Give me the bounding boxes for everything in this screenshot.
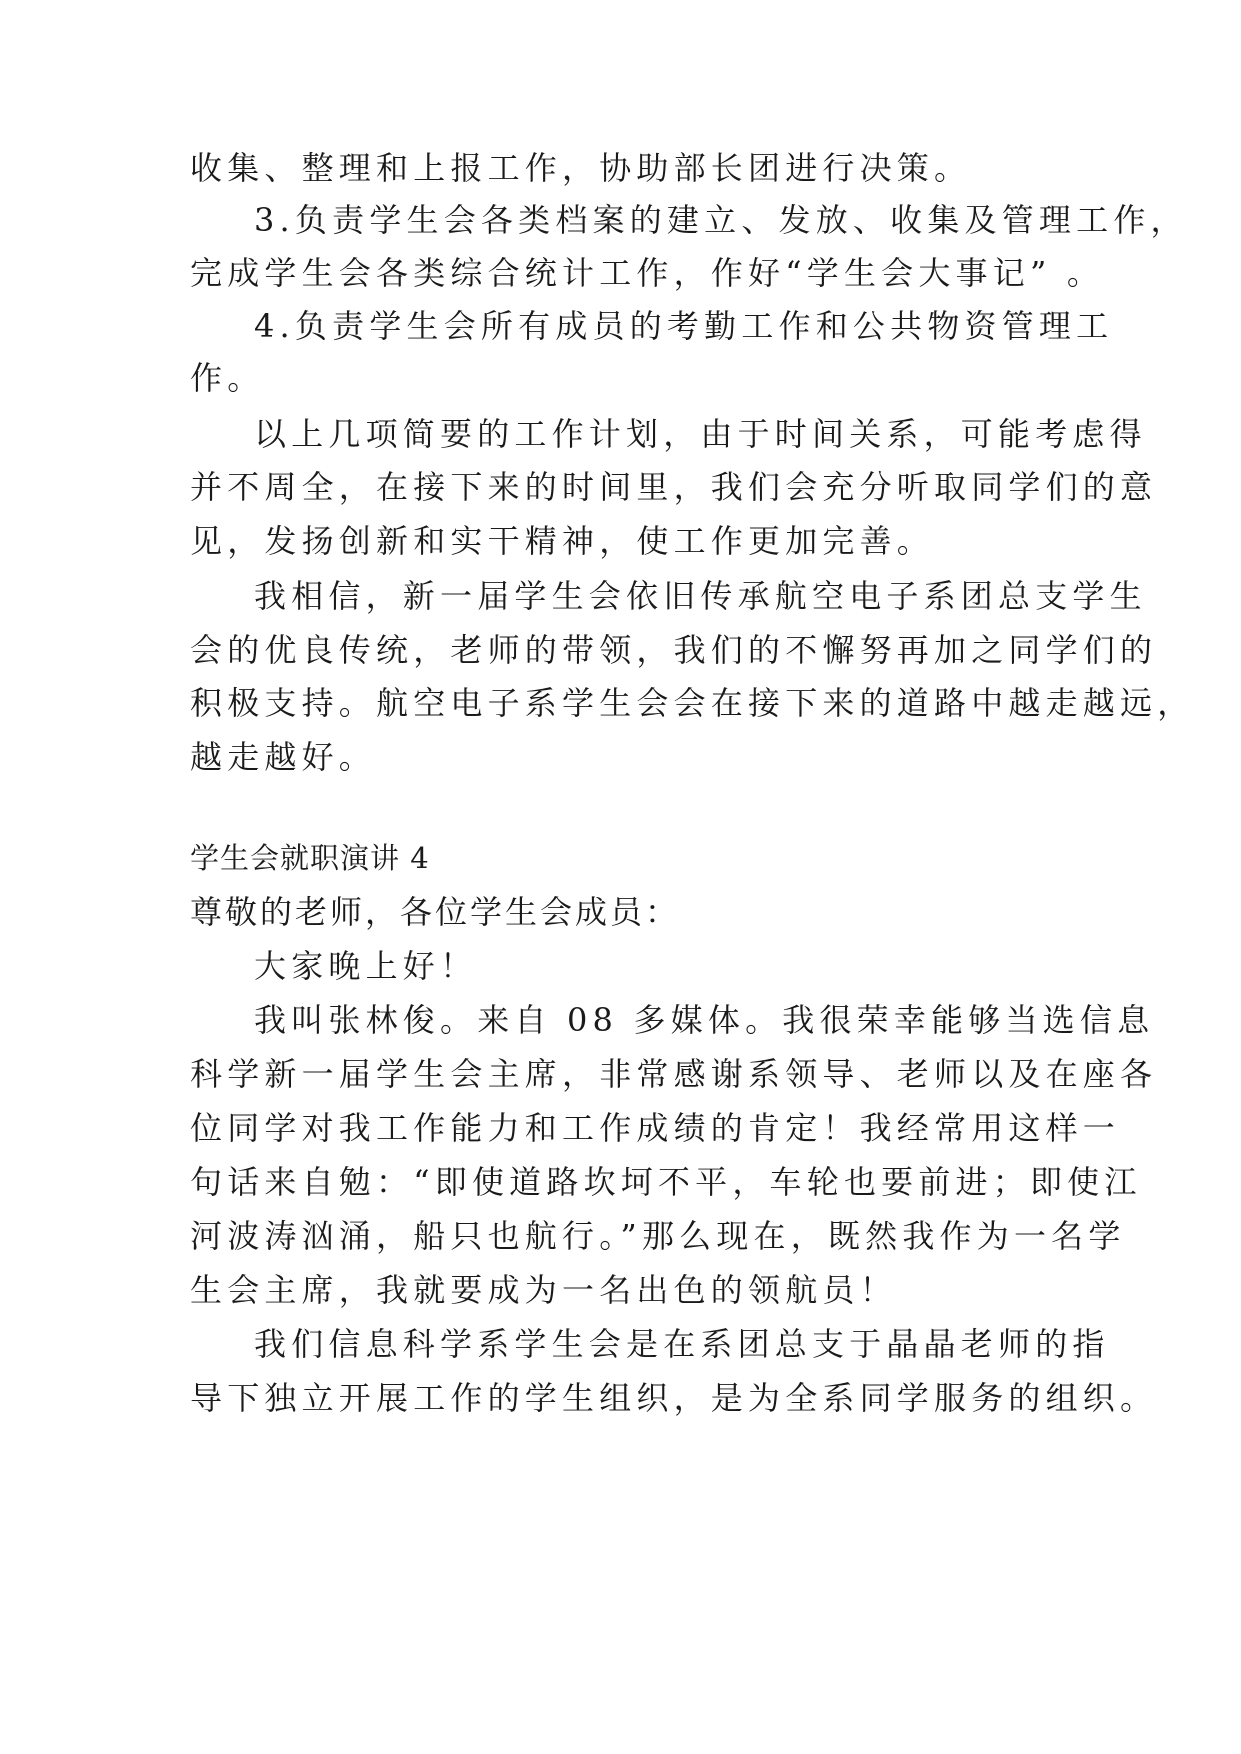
paragraph-line: 科学新一届学生会主席，非常感谢系领导、老师以及在座各 [190, 1055, 1158, 1093]
paragraph-line: 我们信息科学系学生会是在系团总支于晶晶老师的指 [254, 1325, 1110, 1363]
paragraph-line: 并不周全，在接下来的时间里，我们会充分听取同学们的意 [190, 468, 1158, 506]
paragraph-line: 见，发扬创新和实干精神，使工作更加完善。 [190, 522, 935, 560]
paragraph-line: 作。 [190, 359, 265, 397]
paragraph-line: 会的优良传统，老师的带领，我们的不懈努再加之同学们的 [190, 631, 1158, 669]
paragraph-line: 河波涛汹涌，船只也航行。”那么现在，既然我作为一名学 [190, 1217, 1126, 1255]
paragraph-line: 收集、整理和上报工作，协助部长团进行决策。 [190, 149, 972, 187]
paragraph-line: 位同学对我工作能力和工作成绩的肯定！我经常用这样一 [190, 1109, 1121, 1147]
paragraph-line: 3.负责学生会各类档案的建立、发放、收集及管理工作， [254, 201, 1188, 239]
paragraph-line: 完成学生会各类综合统计工作，作好“学生会大事记” 。 [190, 254, 1105, 292]
paragraph-line: 我叫张林俊。来自 08 多媒体。我很荣幸能够当选信息 [254, 1001, 1155, 1039]
paragraph-line: 以上几项简要的工作计划，由于时间关系，可能考虑得 [254, 415, 1147, 453]
paragraph-line: 我相信，新一届学生会依旧传承航空电子系团总支学生 [254, 577, 1147, 615]
paragraph-line: 生会主席，我就要成为一名出色的领航员！ [190, 1271, 897, 1309]
section-heading: 学生会就职演讲 4 [190, 841, 430, 875]
salutation: 尊敬的老师，各位学生会成员： [190, 893, 681, 931]
paragraph-line: 导下独立开展工作的学生组织，是为全系同学服务的组织。 [190, 1379, 1158, 1417]
paragraph-line: 4.负责学生会所有成员的考勤工作和公共物资管理工 [254, 307, 1114, 345]
paragraph-line: 积极支持。航空电子系学生会会在接下来的道路中越走越远， [190, 684, 1195, 722]
paragraph-line: 越走越好。 [190, 738, 377, 776]
paragraph-line: 句话来自勉：“即使道路坎坷不平，车轮也要前进；即使江 [190, 1163, 1142, 1201]
greeting: 大家晚上好！ [254, 947, 478, 985]
